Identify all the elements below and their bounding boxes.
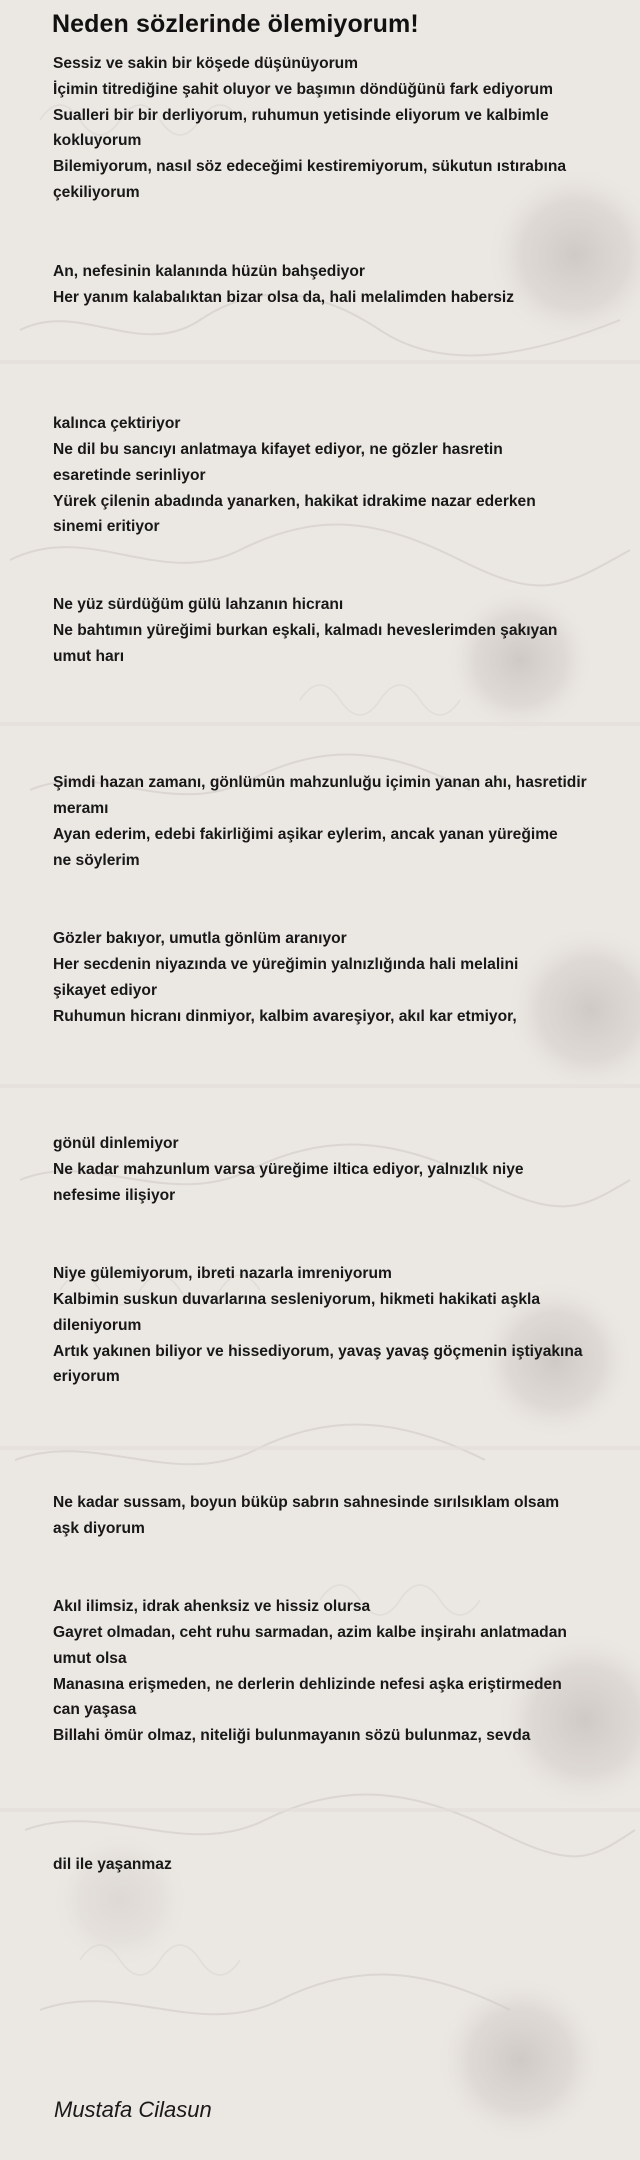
poem-line: meramı: [53, 800, 109, 817]
poem-line: dileniyorum: [53, 1317, 142, 1334]
poem-line: çekiliyorum: [53, 184, 140, 201]
poem-line: Niye gülemiyorum, ibreti nazarla imreniyorum: [53, 1265, 392, 1282]
poem-line: Her yanım kalabalıktan bizar olsa da, hali melalimden habersiz: [53, 289, 515, 306]
poem-line: nefesime ilişiyor: [53, 1187, 176, 1204]
poem-line: Sessiz ve sakin bir köşede düşünüyorum: [53, 55, 359, 72]
poem-line: Ne kadar sussam, boyun büküp sabrın sahnesinde sırılsıklam olsam: [53, 1494, 560, 1511]
poem-line: can yaşasa: [53, 1701, 137, 1718]
poem-line: aşk diyorum: [53, 1520, 145, 1537]
poem-line: eriyorum: [53, 1368, 120, 1385]
poem-line: kokluyorum: [53, 132, 142, 149]
poem-line: Ne dil bu sancıyı anlatmaya kifayet ediyor, ne gözler hasretin: [53, 441, 503, 458]
poem-line: Artık yakınen biliyor ve hissediyorum, yavaş yavaş göçmenin iştiyakına: [53, 1343, 583, 1360]
poem-line: İçimin titrediğine şahit oluyor ve başımın döndüğünü fark ediyorum: [53, 81, 553, 98]
poem-line: umut harı: [53, 648, 125, 665]
poem-line: Ruhumun hicranı dinmiyor, kalbim avareşiyor, akıl kar etmiyor,: [53, 1008, 517, 1025]
poem-line: Akıl ilimsiz, idrak ahenksiz ve hissiz olursa: [53, 1598, 371, 1615]
poem-line: umut olsa: [53, 1650, 127, 1667]
poem-line: Manasına erişmeden, ne derlerin dehlizinde nefesi aşka eriştirmeden: [53, 1676, 562, 1693]
poem-line: Ne yüz sürdüğüm gülü lahzanın hicranı: [53, 596, 344, 613]
poem-title: Neden sözlerinde ölemiyorum!: [52, 10, 419, 38]
poem-line: Gözler bakıyor, umutla gönlüm aranıyor: [53, 930, 347, 947]
poem-line: Bilemiyorum, nasıl söz edeceğimi kestiremiyorum, sükutun ıstırabına: [53, 158, 567, 175]
poem-line: Yürek çilenin abadında yanarken, hakikat idrakime nazar ederken: [53, 493, 536, 510]
poem-author: Mustafa Cilasun: [54, 2097, 212, 2122]
poem-line: Ne kadar mahzunlum varsa yüreğime iltica ediyor, yalnızlık niye: [53, 1161, 524, 1178]
poem-line: gönül dinlemiyor: [53, 1135, 179, 1152]
poem-line: şikayet ediyor: [53, 982, 158, 999]
poem-line: Kalbimin suskun duvarlarına sesleniyorum, hikmeti hakikati aşkla: [53, 1291, 541, 1308]
poem-line: Billahi ömür olmaz, niteliği bulunmayanın sözü bulunmaz, sevda: [53, 1727, 531, 1744]
poem-line: Gayret olmadan, ceht ruhu sarmadan, azim kalbe inşirahı anlatmadan: [53, 1624, 567, 1641]
poem-line: Her secdenin niyazında ve yüreğimin yalnızlığında hali melalini: [53, 956, 519, 973]
poem-line: Sualleri bir bir derliyorum, ruhumun yetisinde eliyorum ve kalbimle: [53, 107, 549, 124]
poem-line: esaretinde serinliyor: [53, 467, 206, 484]
poem-line: Ayan ederim, edebi fakirliğimi aşikar eylerim, ancak yanan yüreğime: [53, 826, 558, 843]
poem-line: sinemi eritiyor: [53, 518, 160, 535]
poem-line: kalınca çektiriyor: [53, 415, 181, 432]
poem-line: Ne bahtımın yüreğimi burkan eşkali, kalmadı heveslerimden şakıyan: [53, 622, 558, 639]
poem-line: An, nefesinin kalanında hüzün bahşediyor: [53, 263, 365, 280]
poem-line: ne söylerim: [53, 852, 140, 869]
poem-line: dil ile yaşanmaz: [53, 1856, 172, 1873]
poem-line: Şimdi hazan zamanı, gönlümün mahzunluğu içimin yanan ahı, hasretidir: [53, 774, 587, 791]
